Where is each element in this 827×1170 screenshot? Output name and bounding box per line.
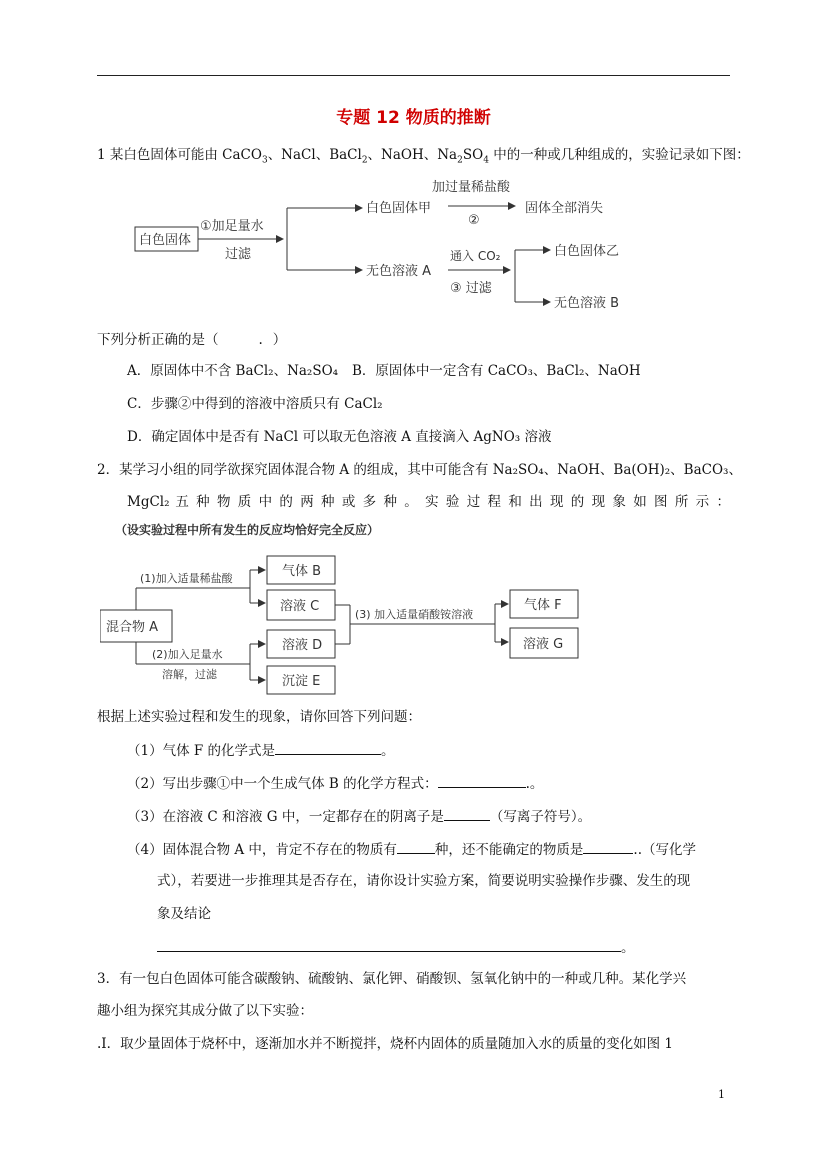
q2-sub4-blank1[interactable] <box>397 839 435 854</box>
q1-option-d: D．确定固体中是否有 NaCl 可以取无色溶液 A 直接滴入 AgNO₃ 溶液 <box>127 429 552 445</box>
q2-step2-bottom: 溶解，过滤 <box>162 668 217 681</box>
header-rule <box>97 75 730 76</box>
q2-sol-c: 溶液 C <box>280 599 320 614</box>
q2-sub4-blank3[interactable] <box>157 937 621 952</box>
q1-step3-bottom: ③ 过滤 <box>450 281 492 296</box>
q2-sub2: （2）写出步骤①中一个生成气体 B 的化学方程式： .。 <box>127 773 543 793</box>
q2-gas-b: 气体 B <box>282 564 322 579</box>
q2-sub4-line3: 象及结论 <box>157 906 211 922</box>
q3-stem-line1: 3．有一包白色固体可能含碳酸钠、硫酸钠、氯化钾、硝酸钡、氢氧化钠中的一种或几种。某化学兴 <box>97 971 687 987</box>
q2-sub4-answer-line: 。 <box>157 937 635 957</box>
q1-start-label: 白色固体 <box>139 233 192 248</box>
q2-sub1: （1）气体 F 的化学式是 。 <box>127 740 395 760</box>
q2-step2-top: (2)加入足量水 <box>152 648 223 661</box>
q2-sub2-blank[interactable] <box>438 773 526 788</box>
q1-step1-bottom: 过滤 <box>225 247 252 262</box>
q2-sub3: （3）在溶液 C 和溶液 G 中，一定都存在的阴离子是 （写离子符号）。 <box>127 806 591 826</box>
q2-sub3-blank[interactable] <box>444 806 490 821</box>
q1-solution-a: 无色溶液 A <box>366 264 432 279</box>
q2-stem-line1: 2．某学习小组的同学欲探究固体混合物 A 的组成，其中可能含有 Na₂SO₄、NaOH、Ba(OH)₂、BaCO₃、 <box>97 462 742 478</box>
q2-gas-f: 气体 F <box>524 598 562 613</box>
q1-step3-top: 通入 CO₂ <box>450 249 501 263</box>
q3-part1: .Ⅰ．取少量固体于烧杯中，逐渐加水并不断搅拌，烧杯内固体的质量随加入水的质量的变化如图 1 <box>97 1036 674 1052</box>
q2-sub4: （4）固体混合物 A 中，肯定不存在的物质有 种，还不能确定的物质是 ..（写化学 <box>127 839 696 859</box>
q2-step3: (3) 加入适量硝酸铵溶液 <box>355 608 474 621</box>
q1-solid-a: 白色固体甲 <box>366 201 432 216</box>
q2-flow-diagram <box>100 518 600 698</box>
q3-stem-line2: 趣小组为探究其成分做了以下实验： <box>97 1003 313 1019</box>
q1-solid-b: 白色固体乙 <box>554 244 620 259</box>
q1-option-c: C．步骤②中得到的溶液中溶质只有 CaCl₂ <box>127 396 383 412</box>
page-title: 专题 12 物质的推断 <box>336 108 491 128</box>
q1-flow-diagram <box>130 172 650 322</box>
q1-step2-bottom: ② <box>468 213 480 228</box>
q1-option-a: A．原固体中不含 BaCl₂、Na₂SO₄ <box>127 363 339 379</box>
q2-lead: 根据上述实验过程和发生的现象，请你回答下列问题： <box>97 709 421 725</box>
q2-sub4-line2: 式），若要进一步推理其是否存在，请你设计实验方案，简要说明实验操作步骤、发生的现 <box>157 873 691 889</box>
q2-note: （设实验过程中所有发生的反应均恰好完全反应） <box>115 523 380 537</box>
q1-stem: 1 某白色固体可能由 CaCO$_3$、NaCl、BaCl$_2$、NaOH、$Na_2SO_4$ 中的一种或几种组成的，实验记录如下图： <box>97 147 750 166</box>
q2-ppt-e: 沉淀 E <box>282 674 321 689</box>
q2-sub4-blank2[interactable] <box>583 839 633 854</box>
q2-mix-label: 混合物 A <box>106 620 159 635</box>
q2-step1: (1)加入适量稀盐酸 <box>140 572 233 585</box>
q1-result-a: 固体全部消失 <box>525 201 604 216</box>
q1-step1-top: ①加足量水 <box>200 219 264 234</box>
q1-step2-top: 加过量稀盐酸 <box>432 180 511 195</box>
q1-ask: 下列分析正确的是（ . ） <box>97 332 287 348</box>
q2-sol-d: 溶液 D <box>282 638 323 653</box>
q1-solution-b: 无色溶液 B <box>554 296 620 311</box>
q2-sub1-blank[interactable] <box>275 740 381 755</box>
page-number: 1 <box>718 1088 725 1101</box>
q2-stem-line2: MgCl₂ 五 种 物 质 中 的 两 种 或 多 种 。 实 验 过 程 和 出 现 的 现 象 如 图 所 示 ： <box>127 494 730 510</box>
q1-option-b: B．原固体中一定含有 CaCO₃、BaCl₂、NaOH <box>352 363 641 379</box>
q2-sol-g: 溶液 G <box>523 637 564 652</box>
